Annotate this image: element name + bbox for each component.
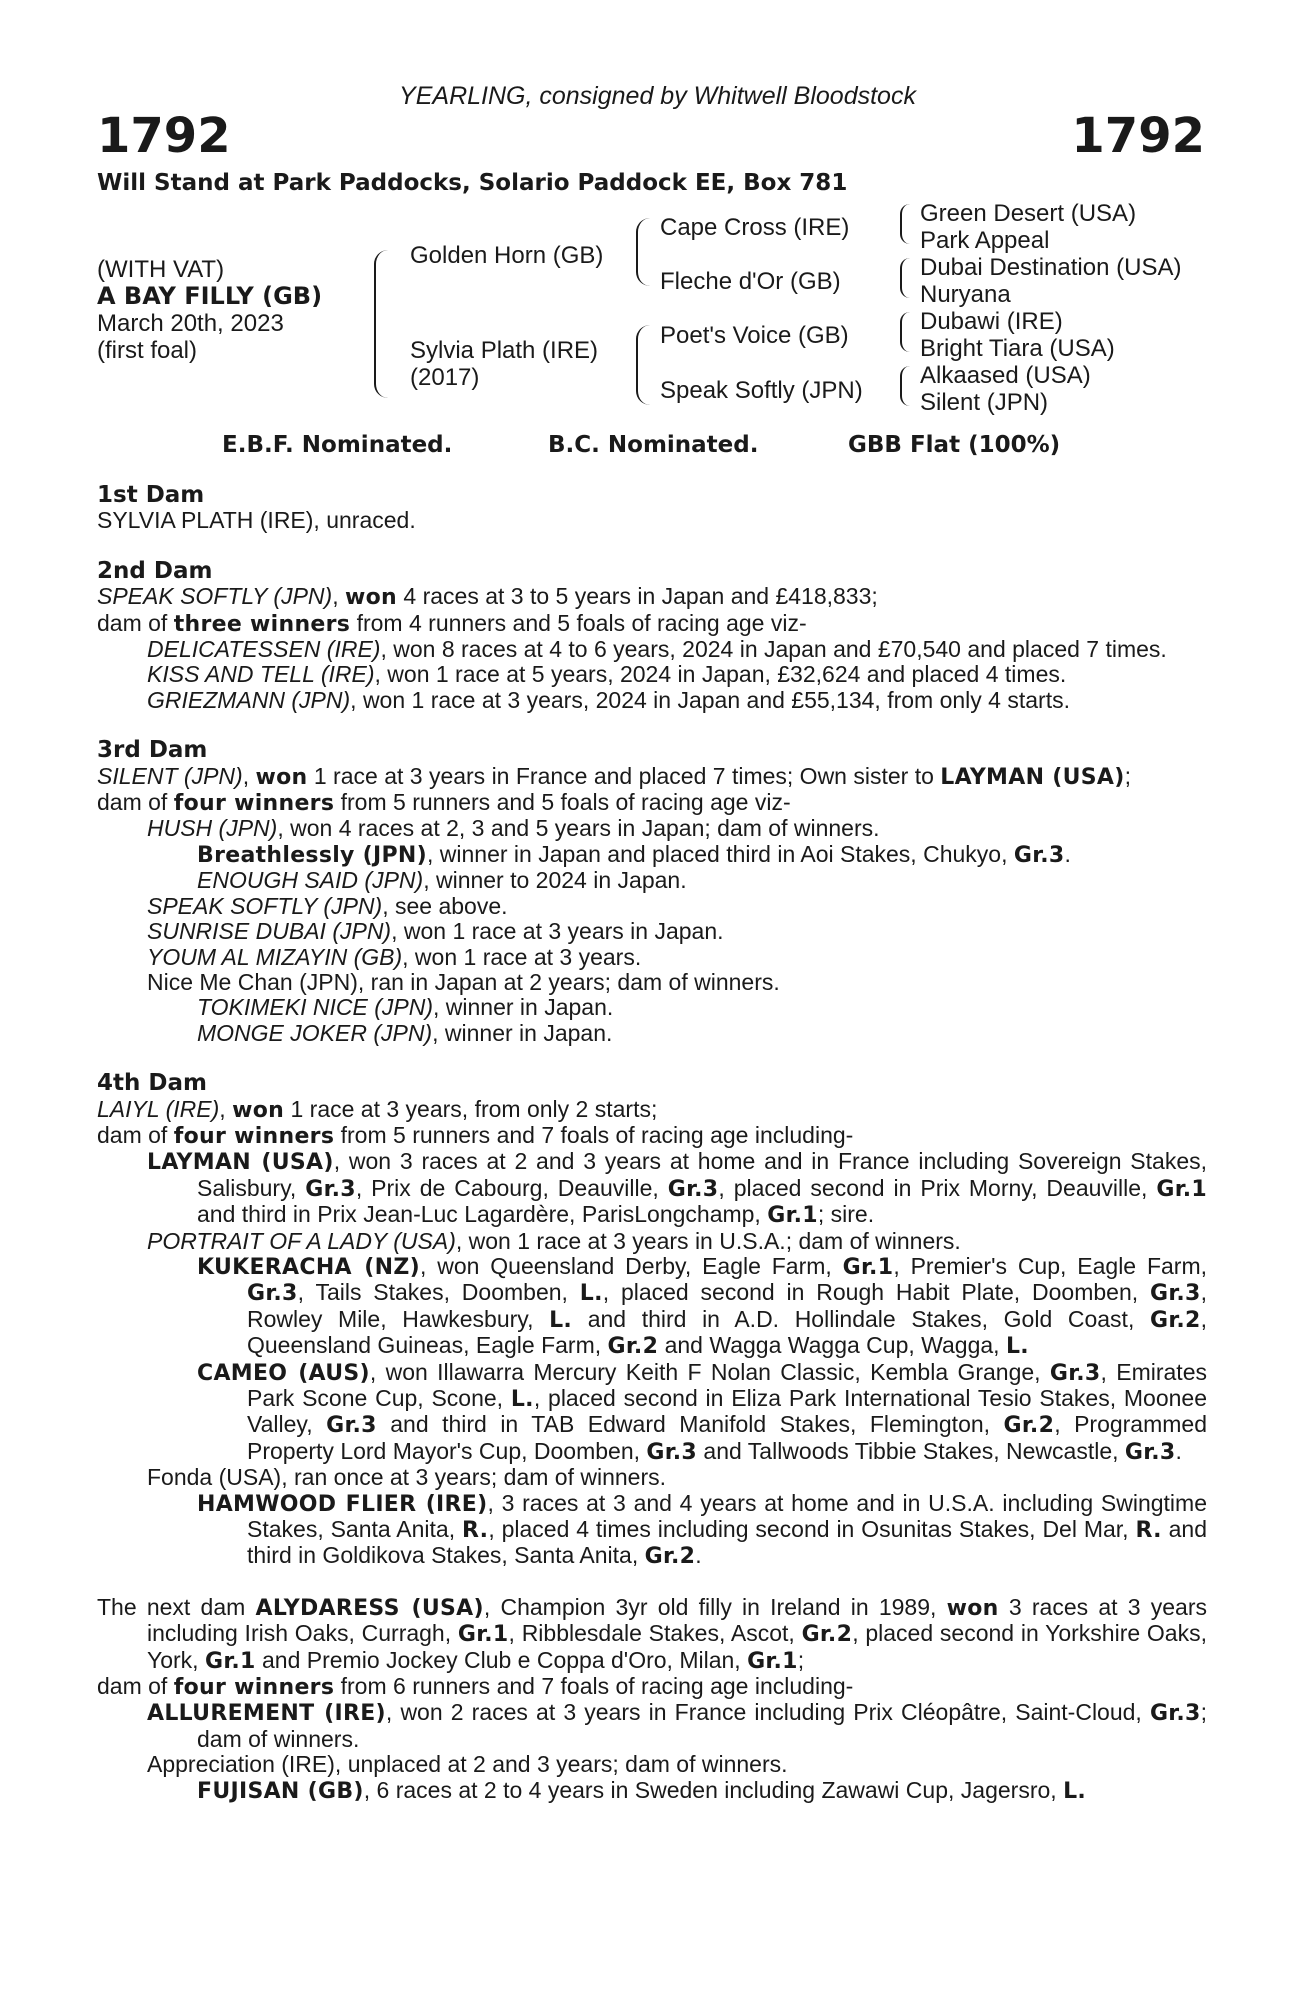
bold-text: ALYDARESS (USA) bbox=[255, 1595, 484, 1621]
bold-text: Gr.3 bbox=[1149, 1281, 1201, 1307]
consignor-subtitle: YEARLING, consigned by Whitwell Bloodstock bbox=[399, 82, 916, 110]
bold-text: Gr.3 bbox=[1149, 1701, 1201, 1727]
pedigree-line bbox=[97, 611, 1207, 637]
text: dam of bbox=[97, 609, 174, 636]
ggp-3: Dubai Destination (USA) bbox=[920, 254, 1182, 281]
text: , 6 races at 2 to 4 years in Sweden including Zawawi Cup, Jagersro, bbox=[363, 1776, 1064, 1803]
bc-nominated: B.C. Nominated. bbox=[548, 432, 759, 458]
bold-text: Gr.3 bbox=[646, 1439, 698, 1465]
dam-section bbox=[97, 1071, 1207, 1570]
text: , placed second in Yorkshire Oaks, York, bbox=[147, 1620, 1207, 1673]
bold-text: Gr.3 bbox=[1013, 842, 1065, 868]
text: SYLVIA PLATH (IRE), unraced. bbox=[97, 507, 416, 534]
sire-name: Golden Horn (GB) bbox=[410, 242, 604, 269]
ggp-brace-2 bbox=[900, 258, 910, 298]
bold-text: L. bbox=[549, 1307, 573, 1333]
pedigree-line bbox=[97, 945, 1207, 970]
bold-text: Gr.1 bbox=[1156, 1176, 1207, 1202]
italic-text: ENOUGH SAID (JPN) bbox=[197, 867, 424, 894]
bold-text: four winners bbox=[173, 791, 335, 817]
text: , won 1 race at 3 years, 2024 in Japan and £55,134, from only 4 starts. bbox=[350, 686, 1070, 713]
text: , winner in Japan. bbox=[433, 994, 614, 1021]
dam-section bbox=[97, 1595, 1207, 1804]
pedigree-line bbox=[97, 868, 1207, 893]
ggp-brace-4 bbox=[900, 366, 910, 406]
text: 1 race at 3 years, from only 2 starts; bbox=[284, 1095, 658, 1122]
text: , winner in Japan and placed third in Aoi Stakes, Chukyo, bbox=[427, 840, 1014, 867]
italic-text: SPEAK SOFTLY (JPN) bbox=[97, 583, 333, 610]
text: , Queensland Guineas, Eagle Farm, bbox=[247, 1305, 1208, 1359]
bold-text: Gr.3 bbox=[326, 1413, 377, 1439]
text: , Rowley Mile, Hawkesbury, bbox=[247, 1279, 1207, 1332]
text: , Tails Stakes, Doomben, bbox=[297, 1279, 580, 1306]
text: and third in A.D. Hollindale Stakes, Gold Coast, bbox=[572, 1305, 1150, 1332]
pedigree-line bbox=[97, 1097, 1207, 1123]
pedigree-line bbox=[97, 1254, 1207, 1360]
text: 1 race at 3 years in France and placed 7 times; Own sister to bbox=[307, 762, 941, 789]
bold-text: LAYMAN (USA) bbox=[940, 764, 1125, 790]
italic-text: PORTRAIT OF A LADY (USA) bbox=[147, 1227, 456, 1254]
italic-text: LAIYL (IRE) bbox=[97, 1095, 220, 1122]
text: Appreciation (IRE), unplaced at 2 and 3 years; dam of winners. bbox=[147, 1751, 788, 1778]
bold-text: L. bbox=[1063, 1778, 1087, 1804]
pedigree-line bbox=[97, 584, 1207, 610]
pedigree-line bbox=[97, 1700, 1207, 1752]
text: and Premio Jockey Club e Coppa d'Oro, Milan, bbox=[255, 1646, 748, 1673]
section-heading: 1st Dam bbox=[97, 482, 205, 508]
dam-section bbox=[97, 483, 1207, 534]
pedigree-line bbox=[97, 637, 1207, 662]
bold-text: won bbox=[232, 1097, 285, 1123]
ggp-5: Dubawi (IRE) bbox=[920, 308, 1063, 335]
text: , placed second in Rough Habit Plate, Doomben, bbox=[602, 1279, 1150, 1306]
text: , placed second in Eliza Park International Tesio Stakes, Moonee Valley, bbox=[247, 1385, 1208, 1438]
bold-text: three winners bbox=[173, 611, 351, 637]
section-heading: 2nd Dam bbox=[97, 557, 213, 584]
text: , won 1 race at 3 years in U.S.A.; dam of winners. bbox=[455, 1227, 961, 1254]
subject-name: A BAY FILLY (GB) bbox=[97, 282, 323, 310]
bold-text: FUJISAN (GB) bbox=[197, 1778, 364, 1804]
bold-text: Breathlessly (JPN) bbox=[197, 842, 427, 868]
section-heading: 4th Dam bbox=[97, 1070, 207, 1097]
italic-text: MONGE JOKER (JPN) bbox=[197, 1019, 433, 1046]
pedigree-line bbox=[97, 842, 1207, 868]
bold-text: R. bbox=[462, 1518, 489, 1544]
pedigree-line bbox=[97, 970, 1207, 995]
dam-section bbox=[97, 559, 1207, 713]
pedigree-line bbox=[97, 764, 1207, 790]
text: , bbox=[332, 583, 345, 610]
ggp-2: Park Appeal bbox=[920, 227, 1050, 254]
bold-text: Gr.2 bbox=[801, 1622, 853, 1648]
lot-number-left: 1792 bbox=[97, 108, 231, 164]
ggp-8: Silent (JPN) bbox=[920, 389, 1049, 416]
dam-brace bbox=[636, 325, 650, 405]
text: and third in Prix Jean-Luc Lagardère, ParisLongchamp, bbox=[197, 1201, 768, 1228]
text: , winner to 2024 in Japan. bbox=[423, 867, 687, 894]
text: , Premier's Cup, Eagle Farm, bbox=[893, 1252, 1208, 1279]
pedigree-line bbox=[97, 662, 1207, 687]
bold-text: Gr.1 bbox=[842, 1254, 894, 1280]
italic-text: SPEAK SOFTLY (JPN) bbox=[147, 892, 383, 919]
text: , winner in Japan. bbox=[432, 1019, 613, 1046]
pedigree-line bbox=[97, 816, 1207, 841]
italic-text: HUSH (JPN) bbox=[147, 815, 278, 842]
dam-name: Sylvia Plath (IRE) bbox=[410, 337, 599, 364]
pedigree-line bbox=[97, 1229, 1207, 1254]
ggp-1: Green Desert (USA) bbox=[920, 200, 1137, 227]
bold-text: L. bbox=[579, 1281, 603, 1307]
text: , Emirates Park Scone Cup, Scone, bbox=[247, 1358, 1207, 1411]
stand-location: Will Stand at Park Paddocks, Solario Paddock EE, Box 781 bbox=[97, 170, 848, 196]
pedigree-body bbox=[97, 483, 1207, 1829]
pedigree-line bbox=[97, 1752, 1207, 1777]
pedigree-line bbox=[97, 1465, 1207, 1490]
text: and third in TAB Edward Manifold Stakes, Flemington, bbox=[376, 1411, 1004, 1438]
bold-text: Gr.3 bbox=[1049, 1360, 1101, 1386]
bold-text: Gr.3 bbox=[247, 1281, 298, 1307]
ggp-4: Nuryana bbox=[920, 281, 1011, 308]
sire-dam: Fleche d'Or (GB) bbox=[660, 268, 841, 295]
text: Nice Me Chan (JPN), ran in Japan at 2 years; dam of winners. bbox=[147, 968, 780, 995]
bold-text: four winners bbox=[173, 1675, 335, 1701]
bold-text: Gr.1 bbox=[204, 1648, 256, 1674]
text: , won 1 race at 3 years. bbox=[402, 943, 642, 970]
text: , placed second in Prix Morny, Deauville, bbox=[718, 1174, 1157, 1201]
text: dam of bbox=[97, 789, 174, 816]
text: , won 8 races at 4 to 6 years, 2024 in Japan and £70,540 and placed 7 times. bbox=[380, 636, 1167, 663]
text: , won Illawarra Mercury Keith F Nolan Classic, Kembla Grange, bbox=[369, 1358, 1050, 1385]
bold-text: Gr.2 bbox=[644, 1544, 696, 1570]
text: dam of bbox=[97, 1673, 174, 1700]
text: . bbox=[1175, 1437, 1182, 1464]
italic-text: DELICATESSEN (IRE) bbox=[147, 636, 381, 663]
text: from 5 runners and 5 foals of racing age viz- bbox=[334, 789, 791, 816]
bold-text: Gr.3 bbox=[1124, 1439, 1176, 1465]
bold-text: Gr.2 bbox=[1149, 1307, 1201, 1333]
vat-note: (WITH VAT) bbox=[97, 256, 225, 283]
sire-brace bbox=[636, 218, 650, 286]
ggp-brace-1 bbox=[900, 204, 910, 244]
text: , Programmed Property Lord Mayor's Cup, Doomben, bbox=[247, 1411, 1207, 1464]
text: from 4 runners and 5 foals of racing age viz- bbox=[350, 609, 807, 636]
pedigree-line bbox=[97, 894, 1207, 919]
text: , won 2 races at 3 years in France including Prix Cléopâtre, Saint-Cloud, bbox=[385, 1699, 1150, 1726]
text: ; dam of winners. bbox=[197, 1699, 1207, 1752]
bold-text: L. bbox=[1005, 1334, 1029, 1360]
text: Fonda (USA), ran once at 3 years; dam of winners. bbox=[147, 1464, 667, 1491]
text: ; sire. bbox=[817, 1201, 875, 1228]
text: 4 races at 3 to 5 years in Japan and £418,833; bbox=[397, 583, 878, 610]
italic-text: TOKIMEKI NICE (JPN) bbox=[197, 994, 433, 1021]
text: and Tallwoods Tibbie Stakes, Newcastle, bbox=[697, 1437, 1125, 1464]
italic-text: GRIEZMANN (JPN) bbox=[147, 686, 351, 713]
text: 3 races at 3 years including Irish Oaks, Curragh, bbox=[147, 1593, 1207, 1647]
bold-text: ALLUREMENT (IRE) bbox=[147, 1701, 386, 1727]
text: from 6 runners and 7 foals of racing age including- bbox=[334, 1673, 854, 1700]
bold-text: Gr.1 bbox=[767, 1203, 818, 1229]
text: , won 4 races at 2, 3 and 5 years in Japan; dam of winners. bbox=[277, 815, 880, 842]
bold-text: CAMEO (AUS) bbox=[197, 1360, 370, 1386]
bold-text: won bbox=[255, 764, 308, 790]
text: from 5 runners and 7 foals of racing age including- bbox=[334, 1121, 854, 1148]
subject-note: (first foal) bbox=[97, 337, 198, 364]
pedigree-brace bbox=[374, 250, 390, 398]
bold-text: won bbox=[344, 585, 397, 611]
text: , bbox=[242, 762, 256, 789]
italic-text: KISS AND TELL (IRE) bbox=[147, 661, 375, 688]
bold-text: Gr.3 bbox=[667, 1176, 719, 1202]
sire-sire: Cape Cross (IRE) bbox=[660, 214, 850, 241]
ggp-brace-3 bbox=[900, 312, 910, 352]
text: , see above. bbox=[382, 892, 508, 919]
pedigree-line bbox=[97, 1123, 1207, 1149]
pedigree-line bbox=[97, 1595, 1207, 1674]
text: The next dam bbox=[97, 1593, 256, 1620]
pedigree-line bbox=[97, 508, 1207, 533]
bold-text: Gr.3 bbox=[305, 1176, 356, 1202]
bold-text: HAMWOOD FLIER (IRE) bbox=[197, 1491, 488, 1517]
text: , Ribblesdale Stakes, Ascot, bbox=[508, 1620, 802, 1647]
pedigree-line bbox=[97, 1674, 1207, 1700]
pedigree-line bbox=[97, 1491, 1207, 1570]
italic-text: YOUM AL MIZAYIN (GB) bbox=[147, 943, 403, 970]
text: and third in Goldikova Stakes, Santa Anita, bbox=[247, 1516, 1208, 1569]
bold-text: KUKERACHA (NZ) bbox=[197, 1254, 420, 1280]
text: , Prix de Cabourg, Deauville, bbox=[355, 1174, 668, 1201]
text: , 3 races at 3 and 4 years at home and in U.S.A. including Swingtime Stakes, Santa Anita, bbox=[247, 1489, 1207, 1543]
bold-text: L. bbox=[510, 1387, 534, 1412]
dam-section bbox=[97, 738, 1207, 1046]
text: , bbox=[219, 1095, 233, 1122]
italic-text: SILENT (JPN) bbox=[97, 762, 243, 789]
pedigree-line bbox=[97, 995, 1207, 1020]
lot-number-right: 1792 bbox=[1071, 108, 1205, 164]
text: and Wagga Wagga Cup, Wagga, bbox=[658, 1332, 1006, 1359]
text: , won 3 races at 2 and 3 years at home and in France including Sovereign Stakes, Salisbury, bbox=[197, 1148, 1208, 1201]
text: ; bbox=[1124, 762, 1131, 789]
section-heading: 3rd Dam bbox=[97, 737, 208, 764]
bold-text: LAYMAN (USA) bbox=[147, 1150, 334, 1176]
ggp-7: Alkaased (USA) bbox=[920, 362, 1091, 389]
text: , won Queensland Derby, Eagle Farm, bbox=[419, 1252, 843, 1279]
pedigree-line bbox=[97, 688, 1207, 713]
ggp-6: Bright Tiara (USA) bbox=[920, 335, 1115, 362]
pedigree-line bbox=[97, 1360, 1207, 1466]
pedigree-line bbox=[97, 1021, 1207, 1046]
text: , placed 4 times including second in Osunitas Stakes, Del Mar, bbox=[488, 1516, 1136, 1543]
gbb-flat: GBB Flat (100%) bbox=[848, 432, 1061, 458]
text: dam of bbox=[97, 1121, 174, 1148]
subject-foaled: March 20th, 2023 bbox=[97, 310, 284, 337]
dam-sire: Poet's Voice (GB) bbox=[660, 322, 849, 349]
dam-year: (2017) bbox=[410, 364, 480, 391]
pedigree-line bbox=[97, 1149, 1207, 1228]
pedigree-line bbox=[97, 1778, 1207, 1804]
bold-text: four winners bbox=[173, 1123, 335, 1149]
bold-text: Gr.1 bbox=[747, 1648, 798, 1674]
bold-text: Gr.2 bbox=[1003, 1413, 1055, 1439]
text: . bbox=[695, 1542, 702, 1569]
ebf-nominated: E.B.F. Nominated. bbox=[222, 432, 453, 458]
text: ; bbox=[797, 1646, 805, 1673]
bold-text: R. bbox=[1135, 1518, 1162, 1544]
italic-text: SUNRISE DUBAI (JPN) bbox=[147, 918, 392, 945]
bold-text: Gr.2 bbox=[607, 1334, 659, 1360]
pedigree-line bbox=[97, 919, 1207, 944]
bold-text: Gr.1 bbox=[457, 1622, 509, 1648]
text: , won 1 race at 3 years in Japan. bbox=[391, 918, 724, 945]
text: . bbox=[1064, 840, 1071, 867]
dam-dam: Speak Softly (JPN) bbox=[660, 377, 863, 404]
text: , won 1 race at 5 years, 2024 in Japan, £32,624 and placed 4 times. bbox=[374, 661, 1067, 688]
text: , Champion 3yr old filly in Ireland in 1989, bbox=[483, 1593, 947, 1620]
pedigree-line bbox=[97, 790, 1207, 816]
bold-text: won bbox=[946, 1595, 999, 1621]
